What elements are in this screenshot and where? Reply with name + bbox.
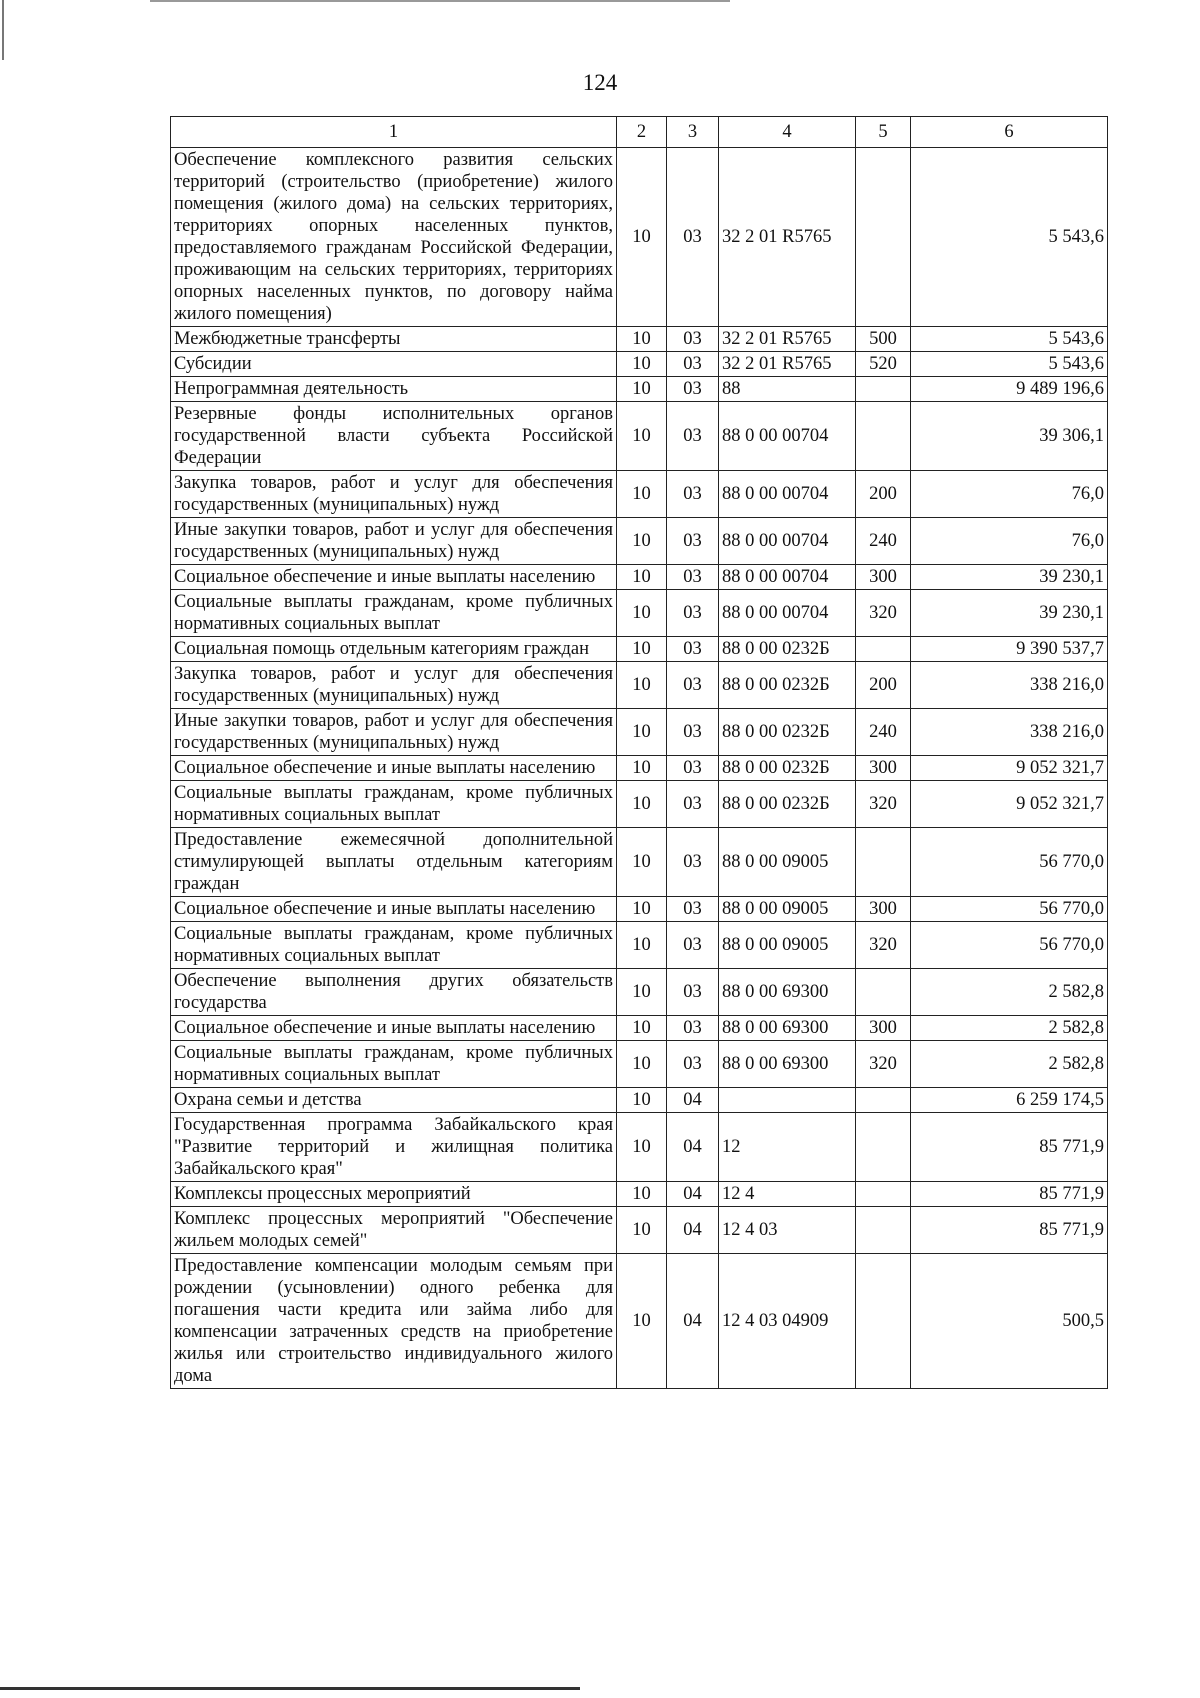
row-section-cell: 10 — [617, 828, 667, 897]
row-expense-type-cell — [856, 148, 911, 327]
row-subsection-cell: 03 — [667, 590, 719, 637]
scan-edge-bottom — [0, 1687, 580, 1690]
row-expense-type-cell: 240 — [856, 518, 911, 565]
row-target-code-cell: 12 — [719, 1113, 856, 1182]
row-amount-cell: 85 771,9 — [911, 1113, 1108, 1182]
row-target-code-cell: 32 2 01 R5765 — [719, 327, 856, 352]
row-amount-cell: 500,5 — [911, 1254, 1108, 1389]
row-section-cell: 10 — [617, 1088, 667, 1113]
row-target-code-cell: 88 0 00 0232Б — [719, 637, 856, 662]
row-section-cell: 10 — [617, 327, 667, 352]
row-section-cell: 10 — [617, 969, 667, 1016]
table-row — [171, 1207, 1108, 1254]
row-name-cell: Социальное обеспечение и иные выплаты населению — [171, 565, 617, 590]
row-target-code-cell: 88 0 00 09005 — [719, 828, 856, 897]
row-target-code-cell: 88 0 00 00704 — [719, 518, 856, 565]
scan-edge-left — [2, 0, 4, 60]
row-name-cell: Социальное обеспечение и иные выплаты населению — [171, 756, 617, 781]
row-section-cell: 10 — [617, 148, 667, 327]
row-amount-cell: 56 770,0 — [911, 922, 1108, 969]
table-row — [171, 709, 1108, 756]
row-target-code-cell: 88 0 00 0232Б — [719, 781, 856, 828]
header-row — [171, 117, 1108, 148]
row-subsection-cell: 03 — [667, 352, 719, 377]
row-amount-cell: 2 582,8 — [911, 1041, 1108, 1088]
row-target-code-cell: 88 0 00 00704 — [719, 590, 856, 637]
table-row — [171, 828, 1108, 897]
row-amount-cell: 39 306,1 — [911, 402, 1108, 471]
row-section-cell: 10 — [617, 1182, 667, 1207]
table-row — [171, 352, 1108, 377]
row-amount-cell: 9 052 321,7 — [911, 756, 1108, 781]
row-target-code-cell: 88 0 00 69300 — [719, 1016, 856, 1041]
row-section-cell: 10 — [617, 1041, 667, 1088]
row-expense-type-cell: 240 — [856, 709, 911, 756]
row-target-code-cell: 32 2 01 R5765 — [719, 148, 856, 327]
row-expense-type-cell: 320 — [856, 781, 911, 828]
row-name-cell: Обеспечение комплексного развития сельских территорий (строительство (приобретение) жилого помещения (жилого дома) на сельских территориях, территориях опорных населенных пунктов, предоставляемого гражданам Российской Федерации, проживающим на сельских территориях, территориях опорных населенных пунктов, по договору найма жилого помещения) — [171, 148, 617, 327]
table-row — [171, 1088, 1108, 1113]
row-amount-cell: 9 052 321,7 — [911, 781, 1108, 828]
table-row — [171, 922, 1108, 969]
header-col-3: 3 — [667, 117, 719, 148]
row-expense-type-cell — [856, 828, 911, 897]
table-row — [171, 518, 1108, 565]
row-expense-type-cell: 320 — [856, 922, 911, 969]
header-col-5: 5 — [856, 117, 911, 148]
row-amount-cell: 2 582,8 — [911, 969, 1108, 1016]
row-section-cell: 10 — [617, 1207, 667, 1254]
row-name-cell: Социальные выплаты гражданам, кроме публичных нормативных социальных выплат — [171, 590, 617, 637]
row-subsection-cell: 03 — [667, 709, 719, 756]
row-section-cell: 10 — [617, 352, 667, 377]
row-name-cell: Социальные выплаты гражданам, кроме публичных нормативных социальных выплат — [171, 922, 617, 969]
row-name-cell: Комплексы процессных мероприятий — [171, 1182, 617, 1207]
header-col-6: 6 — [911, 117, 1108, 148]
row-subsection-cell: 03 — [667, 327, 719, 352]
row-name-cell: Иные закупки товаров, работ и услуг для обеспечения государственных (муниципальных) нужд — [171, 518, 617, 565]
row-target-code-cell: 12 4 03 04909 — [719, 1254, 856, 1389]
row-expense-type-cell: 300 — [856, 897, 911, 922]
row-name-cell: Обеспечение выполнения других обязательств государства — [171, 969, 617, 1016]
row-section-cell: 10 — [617, 637, 667, 662]
table-row — [171, 148, 1108, 327]
row-section-cell: 10 — [617, 897, 667, 922]
row-section-cell: 10 — [617, 1113, 667, 1182]
row-section-cell: 10 — [617, 709, 667, 756]
row-expense-type-cell: 300 — [856, 1016, 911, 1041]
row-name-cell: Социальные выплаты гражданам, кроме публичных нормативных социальных выплат — [171, 781, 617, 828]
row-name-cell: Государственная программа Забайкальского края "Развитие территорий и жилищная политика Забайкальского края" — [171, 1113, 617, 1182]
table-row — [171, 756, 1108, 781]
row-target-code-cell: 88 — [719, 377, 856, 402]
row-name-cell: Иные закупки товаров, работ и услуг для обеспечения государственных (муниципальных) нужд — [171, 709, 617, 756]
row-target-code-cell: 88 0 00 00704 — [719, 565, 856, 590]
row-subsection-cell: 03 — [667, 1016, 719, 1041]
row-name-cell: Социальное обеспечение и иные выплаты населению — [171, 897, 617, 922]
table-row — [171, 327, 1108, 352]
row-target-code-cell: 12 4 — [719, 1182, 856, 1207]
row-expense-type-cell — [856, 402, 911, 471]
row-target-code-cell: 88 0 00 0232Б — [719, 662, 856, 709]
row-subsection-cell: 03 — [667, 662, 719, 709]
row-subsection-cell: 04 — [667, 1207, 719, 1254]
row-section-cell: 10 — [617, 922, 667, 969]
row-target-code-cell: 88 0 00 09005 — [719, 922, 856, 969]
row-expense-type-cell — [856, 1207, 911, 1254]
row-section-cell: 10 — [617, 1016, 667, 1041]
row-expense-type-cell: 500 — [856, 327, 911, 352]
row-expense-type-cell: 520 — [856, 352, 911, 377]
row-section-cell: 10 — [617, 377, 667, 402]
row-subsection-cell: 03 — [667, 471, 719, 518]
row-section-cell: 10 — [617, 402, 667, 471]
row-amount-cell: 85 771,9 — [911, 1207, 1108, 1254]
row-subsection-cell: 04 — [667, 1254, 719, 1389]
row-amount-cell: 5 543,6 — [911, 352, 1108, 377]
row-expense-type-cell: 200 — [856, 662, 911, 709]
row-expense-type-cell — [856, 637, 911, 662]
row-subsection-cell: 03 — [667, 402, 719, 471]
row-name-cell: Закупка товаров, работ и услуг для обеспечения государственных (муниципальных) нужд — [171, 662, 617, 709]
row-target-code-cell: 88 0 00 69300 — [719, 1041, 856, 1088]
row-amount-cell: 56 770,0 — [911, 897, 1108, 922]
row-target-code-cell: 88 0 00 69300 — [719, 969, 856, 1016]
row-expense-type-cell: 320 — [856, 1041, 911, 1088]
table-row — [171, 1113, 1108, 1182]
row-expense-type-cell — [856, 377, 911, 402]
row-name-cell: Субсидии — [171, 352, 617, 377]
table-row — [171, 637, 1108, 662]
row-name-cell: Социальное обеспечение и иные выплаты населению — [171, 1016, 617, 1041]
row-target-code-cell: 88 0 00 00704 — [719, 471, 856, 518]
row-name-cell: Комплекс процессных мероприятий "Обеспечение жильем молодых семей" — [171, 1207, 617, 1254]
row-amount-cell: 39 230,1 — [911, 565, 1108, 590]
row-amount-cell: 5 543,6 — [911, 327, 1108, 352]
row-expense-type-cell — [856, 969, 911, 1016]
row-subsection-cell: 03 — [667, 828, 719, 897]
table-row — [171, 1016, 1108, 1041]
header-col-1: 1 — [171, 117, 617, 148]
row-subsection-cell: 03 — [667, 922, 719, 969]
row-name-cell: Предоставление компенсации молодым семьям при рождении (усыновлении) одного ребенка для погашения части кредита или займа либо для компенсации затраченных средств на приобретение жилья или строительство индивидуального жилого дома — [171, 1254, 617, 1389]
row-expense-type-cell: 300 — [856, 756, 911, 781]
row-name-cell: Охрана семьи и детства — [171, 1088, 617, 1113]
row-amount-cell: 76,0 — [911, 518, 1108, 565]
row-amount-cell: 76,0 — [911, 471, 1108, 518]
row-section-cell: 10 — [617, 590, 667, 637]
row-expense-type-cell — [856, 1182, 911, 1207]
row-amount-cell: 338 216,0 — [911, 709, 1108, 756]
row-expense-type-cell: 300 — [856, 565, 911, 590]
table-row — [171, 565, 1108, 590]
row-subsection-cell: 04 — [667, 1113, 719, 1182]
row-expense-type-cell: 320 — [856, 590, 911, 637]
row-subsection-cell: 03 — [667, 969, 719, 1016]
row-amount-cell: 338 216,0 — [911, 662, 1108, 709]
budget-table — [170, 116, 1108, 1389]
table-row — [171, 590, 1108, 637]
row-subsection-cell: 04 — [667, 1182, 719, 1207]
row-target-code-cell: 88 0 00 0232Б — [719, 756, 856, 781]
row-subsection-cell: 03 — [667, 565, 719, 590]
row-subsection-cell: 03 — [667, 781, 719, 828]
scan-edge-top — [150, 0, 730, 2]
table-row — [171, 402, 1108, 471]
row-subsection-cell: 03 — [667, 518, 719, 565]
row-name-cell: Закупка товаров, работ и услуг для обеспечения государственных (муниципальных) нужд — [171, 471, 617, 518]
table-row — [171, 377, 1108, 402]
row-name-cell: Межбюджетные трансферты — [171, 327, 617, 352]
row-amount-cell: 2 582,8 — [911, 1016, 1108, 1041]
row-target-code-cell: 32 2 01 R5765 — [719, 352, 856, 377]
row-amount-cell: 85 771,9 — [911, 1182, 1108, 1207]
row-amount-cell: 9 489 196,6 — [911, 377, 1108, 402]
row-section-cell: 10 — [617, 781, 667, 828]
table-row — [171, 1041, 1108, 1088]
row-expense-type-cell — [856, 1254, 911, 1389]
row-name-cell: Социальные выплаты гражданам, кроме публичных нормативных социальных выплат — [171, 1041, 617, 1088]
table-row — [171, 969, 1108, 1016]
row-section-cell: 10 — [617, 565, 667, 590]
row-section-cell: 10 — [617, 1254, 667, 1389]
row-expense-type-cell — [856, 1088, 911, 1113]
row-subsection-cell: 03 — [667, 148, 719, 327]
row-subsection-cell: 04 — [667, 1088, 719, 1113]
table-row — [171, 471, 1108, 518]
row-section-cell: 10 — [617, 756, 667, 781]
row-target-code-cell: 88 0 00 00704 — [719, 402, 856, 471]
row-target-code-cell: 88 0 00 09005 — [719, 897, 856, 922]
row-subsection-cell: 03 — [667, 377, 719, 402]
row-section-cell: 10 — [617, 518, 667, 565]
table-row — [171, 897, 1108, 922]
row-section-cell: 10 — [617, 471, 667, 518]
row-subsection-cell: 03 — [667, 637, 719, 662]
row-section-cell: 10 — [617, 662, 667, 709]
row-name-cell: Предоставление ежемесячной дополнительной стимулирующей выплаты отдельным категориям граждан — [171, 828, 617, 897]
row-name-cell: Непрограммная деятельность — [171, 377, 617, 402]
row-target-code-cell: 12 4 03 — [719, 1207, 856, 1254]
row-subsection-cell: 03 — [667, 897, 719, 922]
row-amount-cell: 6 259 174,5 — [911, 1088, 1108, 1113]
row-amount-cell: 39 230,1 — [911, 590, 1108, 637]
row-subsection-cell: 03 — [667, 1041, 719, 1088]
row-target-code-cell: 88 0 00 0232Б — [719, 709, 856, 756]
page-number: 124 — [582, 70, 618, 95]
table-row — [171, 1254, 1108, 1389]
header-col-2: 2 — [617, 117, 667, 148]
row-subsection-cell: 03 — [667, 756, 719, 781]
row-amount-cell: 5 543,6 — [911, 148, 1108, 327]
row-name-cell: Социальная помощь отдельным категориям граждан — [171, 637, 617, 662]
row-expense-type-cell: 200 — [856, 471, 911, 518]
row-expense-type-cell — [856, 1113, 911, 1182]
header-col-4: 4 — [719, 117, 856, 148]
row-name-cell: Резервные фонды исполнительных органов государственной власти субъекта Российской Федерации — [171, 402, 617, 471]
table-row — [171, 1182, 1108, 1207]
table-row — [171, 781, 1108, 828]
row-amount-cell: 56 770,0 — [911, 828, 1108, 897]
row-target-code-cell — [719, 1088, 856, 1113]
row-amount-cell: 9 390 537,7 — [911, 637, 1108, 662]
table-row — [171, 662, 1108, 709]
